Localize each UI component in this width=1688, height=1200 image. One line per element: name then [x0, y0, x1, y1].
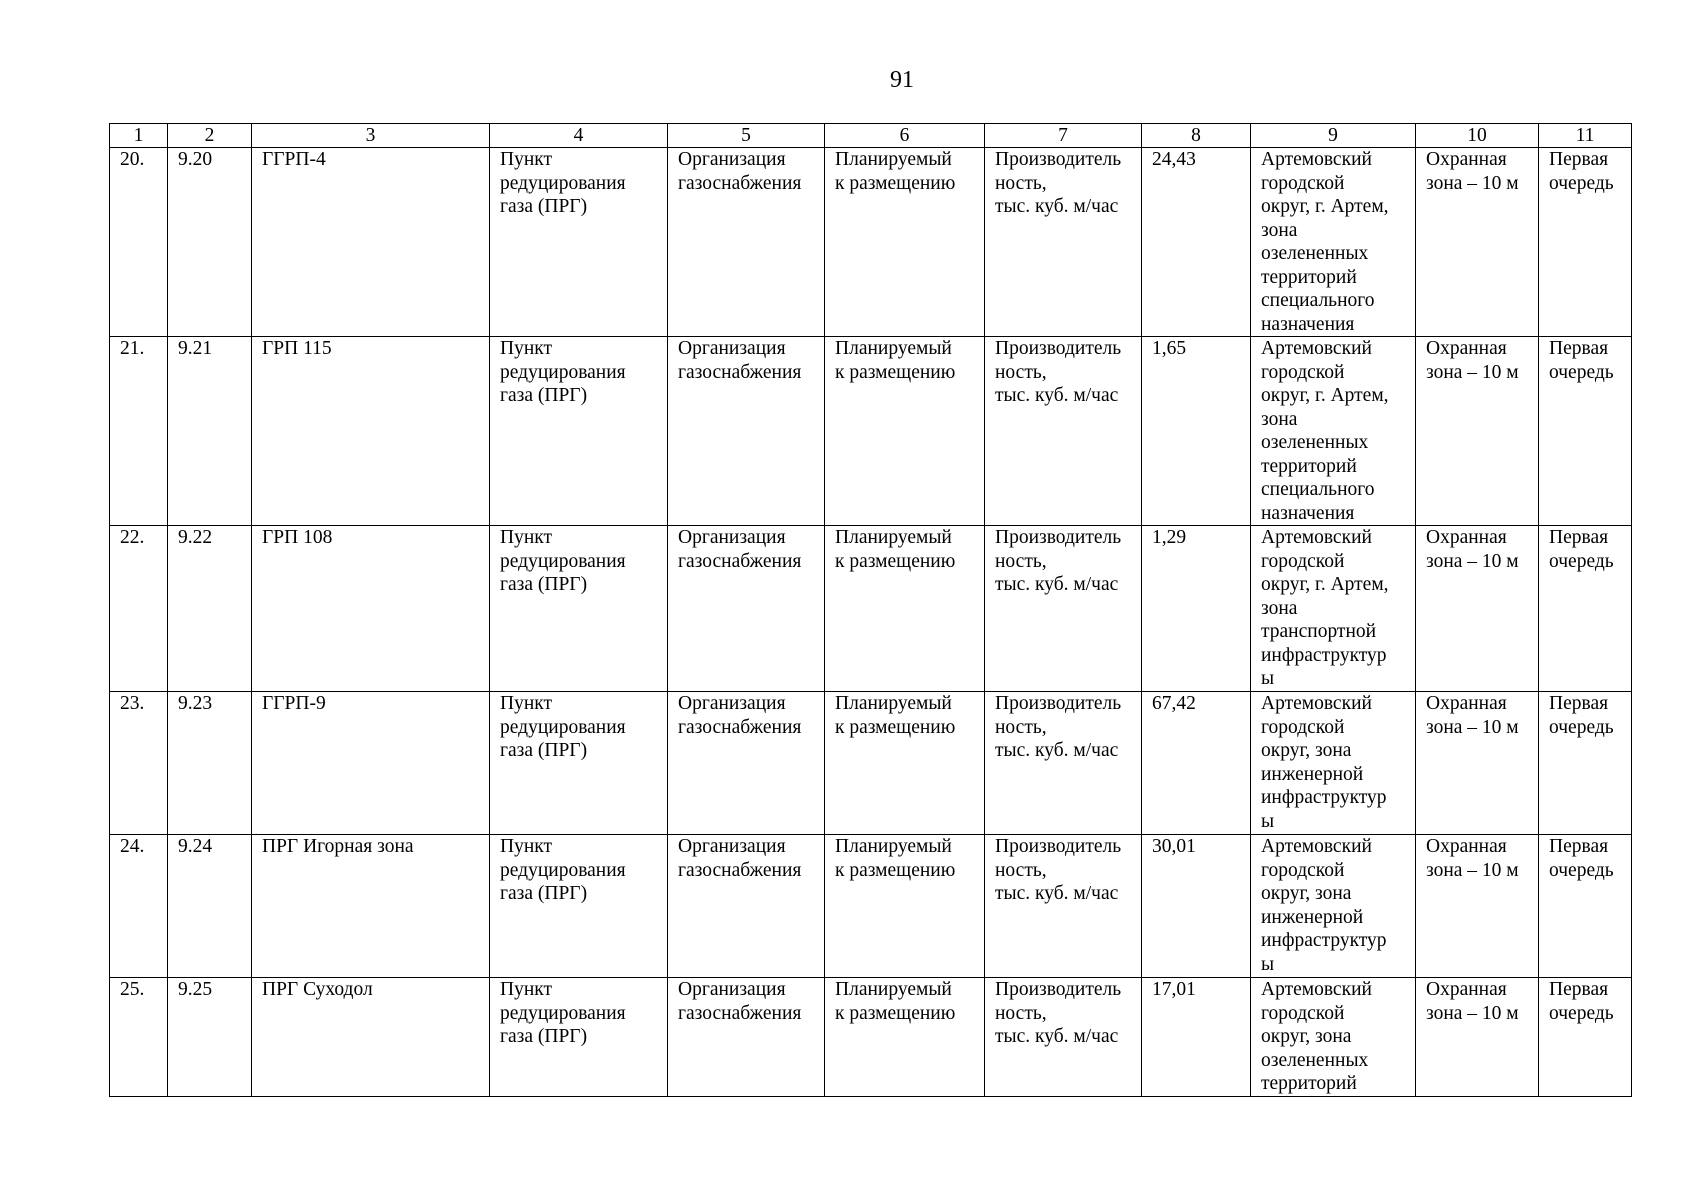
- table-cell: Охранная зона – 10 м: [1416, 835, 1539, 978]
- table-cell: Организация газоснабжения: [668, 526, 825, 692]
- document-table: [109, 123, 1632, 1097]
- table-cell: Первая очередь: [1539, 978, 1632, 1097]
- table-cell: ПРГ Суходол: [252, 978, 490, 1097]
- table-cell: 1,65: [1142, 337, 1251, 526]
- table-cell: ПРГ Игорная зона: [252, 835, 490, 978]
- table-cell: Пункт редуцирования газа (ПРГ): [490, 148, 668, 337]
- table-cell: Организация газоснабжения: [668, 835, 825, 978]
- table-cell: Артемовский городской округ, г. Артем, зона озелененных территорий специального назначения: [1251, 337, 1416, 526]
- table-cell: Охранная зона – 10 м: [1416, 337, 1539, 526]
- table-cell: 22.: [110, 526, 168, 692]
- table-cell: Охранная зона – 10 м: [1416, 526, 1539, 692]
- table-row: [110, 835, 1632, 978]
- table-row: [110, 526, 1632, 692]
- column-header: 10: [1416, 124, 1539, 148]
- table-cell: Организация газоснабжения: [668, 337, 825, 526]
- table-cell: Первая очередь: [1539, 526, 1632, 692]
- table-cell: ГРП 115: [252, 337, 490, 526]
- table-cell: 9.20: [168, 148, 252, 337]
- table-cell: 25.: [110, 978, 168, 1097]
- page-number: 91: [890, 67, 914, 93]
- table-cell: 21.: [110, 337, 168, 526]
- table-cell: Планируемый к размещению: [825, 148, 985, 337]
- table-cell: 17,01: [1142, 978, 1251, 1097]
- table-cell: Производитель ность, тыс. куб. м/час: [985, 692, 1142, 835]
- column-header: 8: [1142, 124, 1251, 148]
- table-cell: Планируемый к размещению: [825, 692, 985, 835]
- table-cell: Производитель ность, тыс. куб. м/час: [985, 835, 1142, 978]
- table-cell: Организация газоснабжения: [668, 978, 825, 1097]
- table-cell: 30,01: [1142, 835, 1251, 978]
- table-cell: 9.24: [168, 835, 252, 978]
- table-cell: Пункт редуцирования газа (ПРГ): [490, 337, 668, 526]
- table-cell: 23.: [110, 692, 168, 835]
- table-cell: 24,43: [1142, 148, 1251, 337]
- table-cell: Производитель ность, тыс. куб. м/час: [985, 337, 1142, 526]
- table-cell: Артемовский городской округ, зона озелененных территорий: [1251, 978, 1416, 1097]
- table-cell: Артемовский городской округ, г. Артем, зона озелененных территорий специального назначения: [1251, 148, 1416, 337]
- column-header: 6: [825, 124, 985, 148]
- column-header: 2: [168, 124, 252, 148]
- column-header: 9: [1251, 124, 1416, 148]
- column-header: 5: [668, 124, 825, 148]
- column-header: 4: [490, 124, 668, 148]
- table-cell: Производитель ность, тыс. куб. м/час: [985, 148, 1142, 337]
- table-cell: Производитель ность, тыс. куб. м/час: [985, 526, 1142, 692]
- table-cell: Организация газоснабжения: [668, 148, 825, 337]
- table-cell: Планируемый к размещению: [825, 337, 985, 526]
- table-cell: Пункт редуцирования газа (ПРГ): [490, 526, 668, 692]
- table-cell: Первая очередь: [1539, 337, 1632, 526]
- table-row: [110, 337, 1632, 526]
- table-cell: Пункт редуцирования газа (ПРГ): [490, 835, 668, 978]
- table-cell: ГГРП-4: [252, 148, 490, 337]
- table-cell: 9.21: [168, 337, 252, 526]
- table-cell: Охранная зона – 10 м: [1416, 148, 1539, 337]
- table-cell: Планируемый к размещению: [825, 978, 985, 1097]
- column-header: 7: [985, 124, 1142, 148]
- table-cell: Артемовский городской округ, г. Артем, зона транспортной инфраструктур ы: [1251, 526, 1416, 692]
- table-cell: Артемовский городской округ, зона инженерной инфраструктур ы: [1251, 835, 1416, 978]
- table-cell: Производитель ность, тыс. куб. м/час: [985, 978, 1142, 1097]
- table-row: [110, 148, 1632, 337]
- table-cell: 9.23: [168, 692, 252, 835]
- table-cell: 24.: [110, 835, 168, 978]
- table-cell: Охранная зона – 10 м: [1416, 978, 1539, 1097]
- table-cell: Первая очередь: [1539, 692, 1632, 835]
- column-header: 1: [110, 124, 168, 148]
- column-header: 3: [252, 124, 490, 148]
- table-cell: ГГРП-9: [252, 692, 490, 835]
- table-cell: ГРП 108: [252, 526, 490, 692]
- table-cell: 20.: [110, 148, 168, 337]
- table-cell: 9.22: [168, 526, 252, 692]
- table-row: [110, 978, 1632, 1097]
- table-cell: Первая очередь: [1539, 835, 1632, 978]
- table-cell: 67,42: [1142, 692, 1251, 835]
- table-cell: 1,29: [1142, 526, 1251, 692]
- table-cell: Артемовский городской округ, зона инженерной инфраструктур ы: [1251, 692, 1416, 835]
- column-header: 11: [1539, 124, 1632, 148]
- table-cell: Первая очередь: [1539, 148, 1632, 337]
- table-cell: Организация газоснабжения: [668, 692, 825, 835]
- table-cell: Охранная зона – 10 м: [1416, 692, 1539, 835]
- table-cell: Планируемый к размещению: [825, 835, 985, 978]
- header-row: [110, 124, 1632, 148]
- table-cell: Планируемый к размещению: [825, 526, 985, 692]
- table-cell: 9.25: [168, 978, 252, 1097]
- table-row: [110, 692, 1632, 835]
- table-cell: Пункт редуцирования газа (ПРГ): [490, 978, 668, 1097]
- table-cell: Пункт редуцирования газа (ПРГ): [490, 692, 668, 835]
